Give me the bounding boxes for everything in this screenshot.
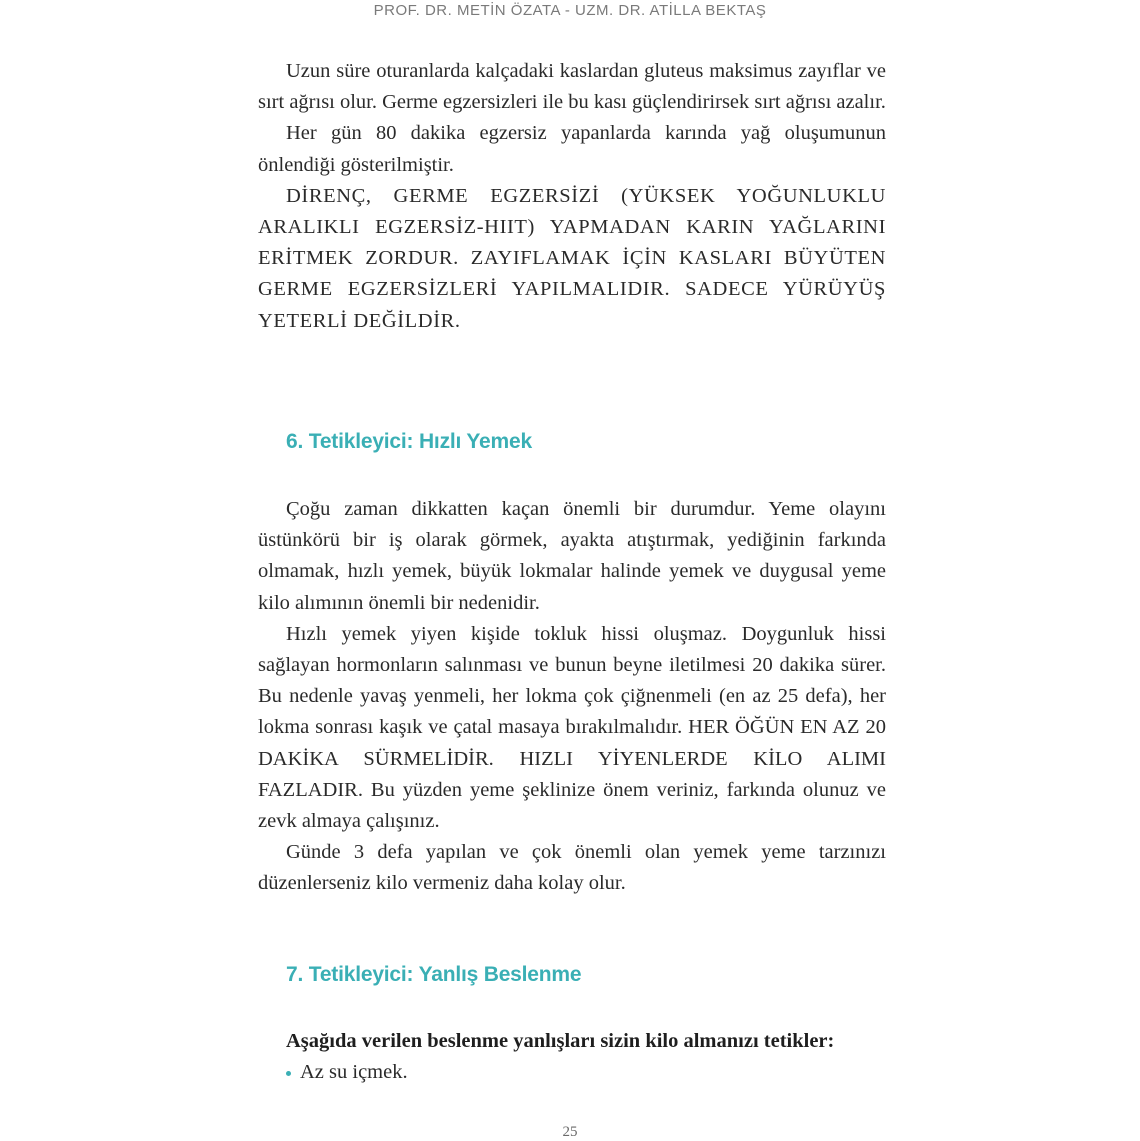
paragraph-emphasis: DİRENÇ, GERME EGZERSİZİ (YÜKSEK YOĞUNLUKLU ARALIKLI EGZERSİZ-HIIT) YAPMADAN KARIN YAĞLARINI ERİTMEK ZORDUR. ZAYIFLAMAK İÇİN KASLARI BÜYÜTEN GERME EGZERSİZLERİ YAPILMALIDIR. SADECE YÜRÜYÜŞ YETERLİ DEĞİLDİR.: [258, 184, 886, 332]
paragraph: Uzun süre oturanlarda kalçadaki kaslardan gluteus maksimus zayıflar ve sırt ağrısı olur. Germe egzersizleri ile bu kası güçlendirirsek sırt ağrısı azalır.: [258, 60, 886, 114]
section-heading-6: 6. Tetikleyici: Hızlı Yemek: [286, 430, 532, 453]
paragraph: Hızlı yemek yiyen kişide tokluk hissi oluşmaz. Doygunluk hissi sağlayan hormonların salınması ve bunun beyne iletilmesi 20 dakika sürer. Bu nedenle yavaş yenmeli, her lokma çok çiğnenmeli (en az 25 defa), her lokma sonrası kaşık ve çatal masaya bırakılmalıdır. HER ÖĞÜN EN AZ 20 DAKİKA SÜRMELİDİR. HIZLI YİYENLERDE KİLO ALIMI FAZLADIR. Bu yüzden yeme şeklinize önem veriniz, farkında olunuz ve zevk almaya çalışınız.: [258, 622, 886, 833]
bullet-icon: [286, 1071, 291, 1076]
list-item: [286, 1061, 408, 1084]
paragraph: Günde 3 defa yapılan ve çok önemli olan yemek yeme tarzınızı düzenlerseniz kilo vermeniz daha kolay olur.: [258, 841, 886, 895]
list-item-text: Az su içmek.: [300, 1061, 408, 1083]
running-head: PROF. DR. METİN ÖZATA - UZM. DR. ATİLLA BEKTAŞ: [373, 2, 767, 19]
section-heading-7: 7. Tetikleyici: Yanlış Beslenme: [286, 963, 582, 986]
paragraph: Her gün 80 dakika egzersiz yapanlarda karında yağ oluşumunun önlendiği gösterilmiştir.: [258, 122, 886, 176]
page-number: 25: [562, 1124, 578, 1140]
paragraph: Çoğu zaman dikkatten kaçan önemli bir durumdur. Yeme olayını üstünkörü bir iş olarak görmek, ayakta atıştırmak, yediğinin farkında olmamak, hızlı yemek, büyük lokmalar halinde yemek ve duygusal yeme kilo alımının önemli bir nedenidir.: [258, 498, 886, 614]
intro-text-block: [258, 56, 886, 337]
section6-text-block: [258, 494, 886, 900]
section7-lead: Aşağıda verilen beslenme yanlışları sizin kilo almanızı tetikler:: [286, 1030, 835, 1052]
